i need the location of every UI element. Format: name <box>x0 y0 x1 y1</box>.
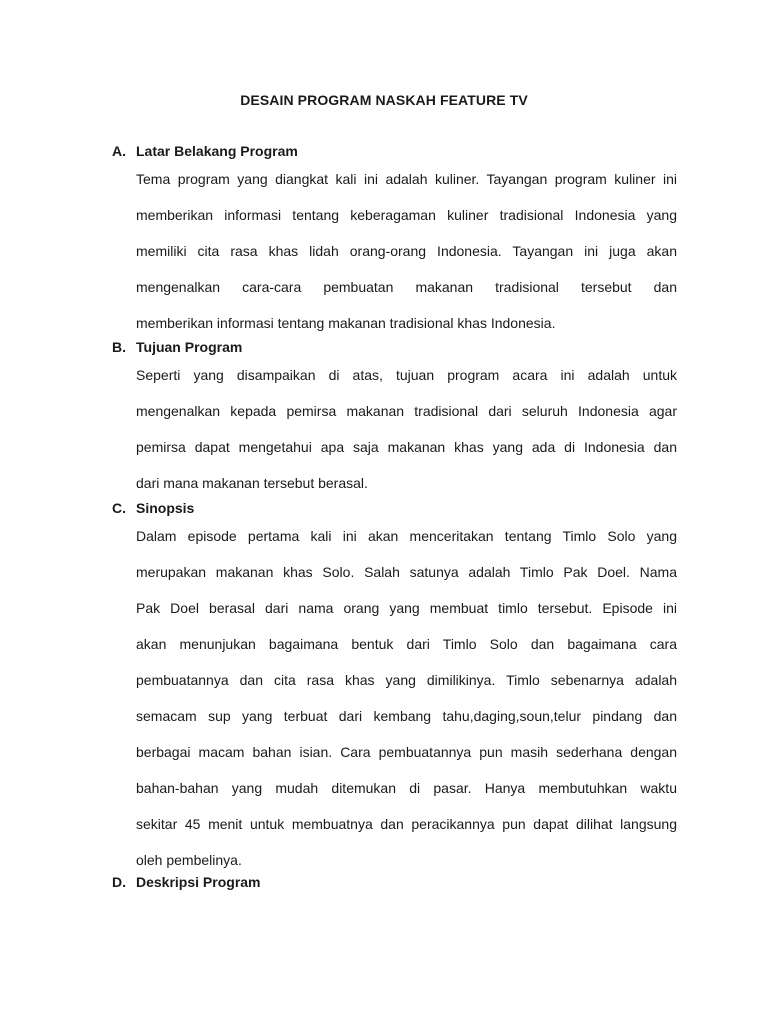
section-body <box>136 518 677 878</box>
body-line: pemirsa dapat mengetahui apa saja makanan khas yang ada di Indonesia dan <box>136 439 677 455</box>
section-tujuan <box>0 339 768 491</box>
section-heading <box>0 500 768 520</box>
body-line: mengenalkan cara-cara pembuatan makanan tradisional tersebut dan <box>136 279 677 295</box>
section-latar-belakang <box>0 143 768 331</box>
body-line: Tema program yang diangkat kali ini adalah kuliner. Tayangan program kuliner ini <box>136 171 677 187</box>
body-line: merupakan makanan khas Solo. Salah satunya adalah Timlo Pak Doel. Nama <box>136 564 677 580</box>
body-line: memberikan informasi tentang keberagaman kuliner tradisional Indonesia yang <box>136 207 677 223</box>
body-line: oleh pembelinya. <box>136 852 242 868</box>
section-title: Deskripsi Program <box>136 874 261 890</box>
body-line: dari mana makanan tersebut berasal. <box>136 475 368 491</box>
section-deskripsi <box>0 874 768 894</box>
body-line: memberikan informasi tentang makanan tradisional khas Indonesia. <box>136 315 556 331</box>
section-title: Latar Belakang Program <box>136 143 298 159</box>
body-line: Seperti yang disampaikan di atas, tujuan program acara ini adalah untuk <box>136 367 677 383</box>
section-title: Sinopsis <box>136 500 195 516</box>
section-title: Tujuan Program <box>136 339 243 355</box>
section-sinopsis <box>0 500 768 868</box>
body-line: Pak Doel berasal dari nama orang yang membuat timlo tersebut. Episode ini <box>136 600 677 616</box>
body-line: semacam sup yang terbuat dari kembang tahu,daging,soun,telur pindang dan <box>136 708 677 724</box>
document-title: DESAIN PROGRAM NASKAH FEATURE TV <box>240 92 528 108</box>
section-letter: B. <box>112 339 126 355</box>
section-body <box>136 357 677 501</box>
body-line: bahan-bahan yang mudah ditemukan di pasar. Hanya membutuhkan waktu <box>136 780 677 796</box>
section-body <box>136 161 677 341</box>
section-heading <box>0 339 768 359</box>
body-line: memiliki cita rasa khas lidah orang-orang Indonesia. Tayangan ini juga akan <box>136 243 677 259</box>
body-line: akan menunjukan bagaimana bentuk dari Timlo Solo dan bagaimana cara <box>136 636 677 652</box>
section-letter: C. <box>112 500 126 516</box>
body-line: Dalam episode pertama kali ini akan menceritakan tentang Timlo Solo yang <box>136 528 677 544</box>
section-heading <box>0 143 768 163</box>
section-heading <box>0 874 768 894</box>
body-line: pembuatannya dan cita rasa khas yang dimilikinya. Timlo sebenarnya adalah <box>136 672 677 688</box>
body-line: mengenalkan kepada pemirsa makanan tradisional dari seluruh Indonesia agar <box>136 403 677 419</box>
section-letter: A. <box>112 143 126 159</box>
body-line: berbagai macam bahan isian. Cara pembuatannya pun masih sederhana dengan <box>136 744 677 760</box>
section-letter: D. <box>112 874 126 890</box>
body-line: sekitar 45 menit untuk membuatnya dan peracikannya pun dapat dilihat langsung <box>136 816 677 832</box>
